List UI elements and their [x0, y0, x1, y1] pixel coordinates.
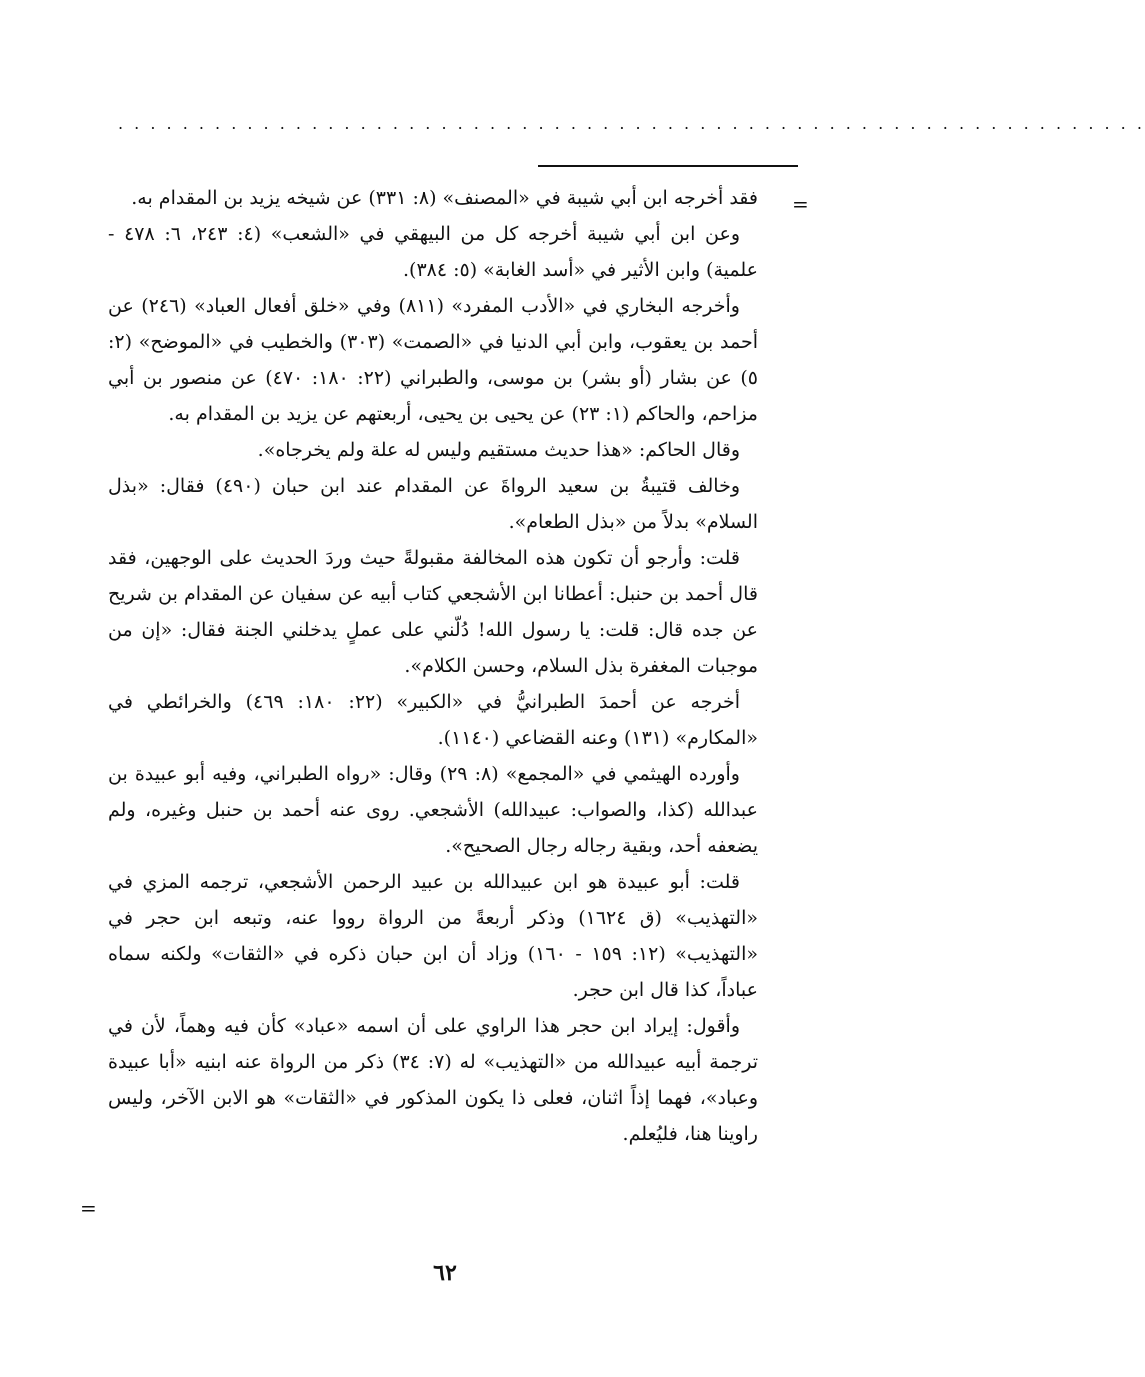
- page-number: ٦٢: [433, 1260, 457, 1286]
- separator-dots: . . . . . . . . . . . . . . . . . . . . . . . . . . . . . . . . . . . . . . . . . . . . . . . . . . . . . . . . . . . . . . . .: [118, 114, 1145, 133]
- paragraph-9: قلت: أبو عبيدة هو ابن عبيدالله بن عبيد الرحمن الأشجعي، ترجمه المزي في «التهذيب» (ق ١٦٢٤) وذكر أربعةً من الرواة رووا عنه، وتبعه ابن حجر في «التهذيب» (١٢: ١٥٩ - ١٦٠) وزاد أن ابن حبان ذكره في «الثقات» ولكنه سماه عباداً، كذا قال ابن حجر.: [108, 871, 758, 1001]
- paragraph-2: وعن ابن أبي شيبة أخرجه كل من البيهقي في «الشعب» (٤: ٢٤٣، ٦: ٤٧٨ - علمية) وابن الأثير في «أسد الغابة» (٥: ٣٨٤).: [108, 223, 758, 281]
- paragraph-3: وأخرجه البخاري في «الأدب المفرد» (٨١١) وفي «خلق أفعال العباد» (٢٤٦) عن أحمد بن يعقوب، وابن أبي الدنيا في «الصمت» (٣٠٣) والخطيب في «الموضح» (٢: ٥) عن بشار (أو بشر) بن موسى، والطبراني (٢٢: ١٨٠: ٤٧٠) عن منصور بن أبي مزاحم، والحاكم (١: ٢٣) عن يحيى بن يحيى، أربعتهم عن يزيد بن المقدام به.: [108, 295, 758, 425]
- continuation-mark-top: =: [792, 192, 809, 216]
- paragraph-8: وأورده الهيثمي في «المجمع» (٨: ٢٩) وقال: «رواه الطبراني، وفيه أبو عبيدة بن عبدالله (كذا، والصواب: عبيدالله) الأشجعي. روى عنه أحمد بن حنبل وغيره، ولم يضعفه أحد، وبقية رجاله رجال الصحيح».: [108, 763, 758, 857]
- paragraph-4: وقال الحاكم: «هذا حديث مستقيم وليس له علة ولم يخرجاه».: [257, 439, 740, 461]
- footnote-text: [108, 180, 758, 1240]
- continuation-mark-bottom: =: [80, 1196, 97, 1220]
- paragraph-5: وخالف قتيبةُ بن سعيد الرواةَ عن المقدام عند ابن حبان (٤٩٠) فقال: «بذل السلام» بدلاً من «بذل الطعام».: [108, 475, 758, 533]
- footnote-rule: [538, 165, 798, 167]
- paragraph-7: أخرجه عن أحمدَ الطبرانيُّ في «الكبير» (٢٢: ١٨٠: ٤٦٩) والخرائطي في «المكارم» (١٣١) وعنه القضاعي (١١٤٠).: [108, 691, 758, 749]
- paragraph-6: قلت: وأرجو أن تكون هذه المخالفة مقبولةً حيث وردَ الحديث على الوجهين، فقد قال أحمد بن حنبل: أعطانا ابن الأشجعي كتاب أبيه عن سفيان عن المقدام بن شريح عن جده قال: قلت: يا رسول الله! دُلّني على عملٍ يدخلني الجنة فقال: «إن من موجبات المغفرة بذل السلام، وحسن الكلام».: [108, 547, 758, 677]
- paragraph-1: فقد أخرجه ابن أبي شيبة في «المصنف» (٨: ٣٣١) عن شيخه يزيد بن المقدام به.: [131, 187, 758, 209]
- paragraph-10: وأقول: إيراد ابن حجر هذا الراوي على أن اسمه «عباد» كأن فيه وهماً، لأن في ترجمة أبيه عبيدالله من «التهذيب» له (٧: ٣٤) ذكر من الرواة عنه ابنيه «أبا عبيدة وعباد»، فهما إذاً اثنان، فعلى ذا يكون المذكور في «الثقات» هو الابن الآخر، وليس راوينا هنا، فليُعلم.: [108, 1015, 758, 1145]
